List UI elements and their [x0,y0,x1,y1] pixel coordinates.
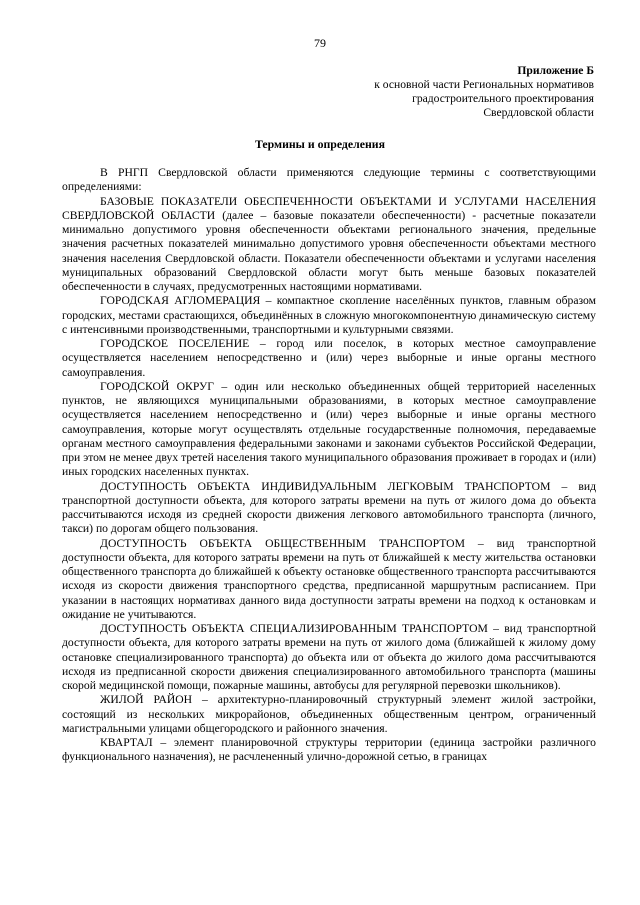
definition-term: ДОСТУПНОСТЬ ОБЪЕКТА СПЕЦИАЛИЗИРОВАННЫМ ТРАНСПОРТОМ [100,622,488,635]
definition-text: – город или поселок, в которых местное самоуправление осуществляется населением непосредственно и (или) через выборные и иные органы местного самоуправления. [62,337,597,379]
definition-paragraph [62,736,596,765]
definition-text: – вид транспортной доступности объекта, для которого затраты времени на путь от ближайшей к месту жительства остановки общественного транспорта до ближайшей к объекту остановке общественного транспорта рассчитываются исходя из скорости движения транспортного средства, предписанной маршрутным расписанием. При указании в настоящих нормативах данного вида доступности затраты времени на подход к остановкам и ожидание не учитываются. [62,536,596,621]
definition-text: – элемент планировочной структуры территории (единица застройки различного функционального назначения), не расчлененный улично-дорожной сетью, в границах [62,736,596,764]
appendix-header [374,64,594,120]
definition-text: (далее – базовые показатели обеспеченности) - расчетные показатели минимально допустимого уровня обеспеченности объектами регионального значения, предельные значения расчетных показателей минимально допустимого уровня обеспеченности объектами местного значения населения Свердловской области. Показатели обеспеченности объектами и услугами населения муниципальных образований Свердловской области могут быть меньше базовых показателей обеспеченности в случаях, предусмотренных настоящими нормативами. [62,208,596,293]
definition-paragraph [62,380,596,480]
definitions-body [62,166,596,765]
definition-term: КВАРТАЛ [100,736,153,749]
appendix-line: градостроительного проектирования [412,92,594,105]
definition-text: – архитектурно-планировочный структурный элемент жилой застройки, состоящий из нескольких микрорайонов, объединенных общественным центром, ограниченный магистральными улицами общегородского и районного значения. [62,693,596,735]
paragraph-text: В РНГП Свердловской области применяются следующие термины с соответствующими определениями: [62,166,596,194]
definition-text: – компактное скопление населённых пунктов, главным образом городских, местами срастающихся, объединённых в сложную многокомпонентную динамическую систему с интенсивными производственными, транспортными и культурными связями. [62,294,597,336]
appendix-title: Приложение Б [517,64,594,77]
definition-paragraph [62,195,596,295]
definition-text: – вид транспортной доступности объекта, для которого затраты времени на путь от жилого дома (ближайшей к жилому дому остановке специализированного транспорта) до объекта или от объекта до жилого дома рассчитываются исходя из предписанной скорости движения специализированного автомобильного транспорта (машины скорой медицинской помощи, пожарные машины, автобусы для регулярной перевозки школьников). [62,622,596,692]
definition-term: ЖИЛОЙ РАЙОН [100,693,193,707]
definition-paragraph [62,337,596,380]
definition-term: ДОСТУПНОСТЬ ОБЪЕКТА ИНДИВИДУАЛЬНЫМ ЛЕГКОВЫМ ТРАНСПОРТОМ [100,479,551,493]
definition-paragraph [62,537,596,623]
definition-term: ГОРОДСКОЕ ПОСЕЛЕНИЕ [100,337,250,350]
definition-term: ГОРОДСКОЙ ОКРУГ [100,379,214,393]
appendix-line: Свердловской области [483,106,594,119]
definition-paragraph [62,294,596,337]
definition-term: ГОРОДСКАЯ АГЛОМЕРАЦИЯ [100,294,261,308]
definition-term: БАЗОВЫЕ ПОКАЗАТЕЛИ ОБЕСПЕЧЕННОСТИ ОБЪЕКТАМИ И УСЛУГАМИ НАСЕЛЕНИЯ СВЕРДЛОВСКОЙ ОБЛАСТИ [62,194,596,222]
appendix-line: к основной части Региональных нормативов [374,78,594,91]
definition-term: ДОСТУПНОСТЬ ОБЪЕКТА ОБЩЕСТВЕННЫМ ТРАНСПОРТОМ [100,536,465,550]
definition-text: – вид транспортной доступности объекта, для которого затраты времени на путь от жилого дома до объекта рассчитываются исходя из средней скорости движения легкового автомобильного транспорта (личного, такси) по дорогам общего пользования. [62,479,596,536]
page-number: 79 [314,36,326,50]
definition-paragraph [62,622,596,693]
paragraph-intro [62,166,596,195]
definition-paragraph [62,693,596,736]
definition-text: – один или несколько объединенных общей территорией населенных пунктов, не являющихся муниципальными образованиями, в которых местное самоуправление осуществляется населением непосредственно и (или) через выборные и иные органы местного самоуправления, которые могут осуществлять отдельные государственные полномочия, передаваемые органам местного самоуправления федеральными законами и законами субъектов Российской Федерации, при этом не менее двух третей населения такого муниципального образования проживает в городах и (или) иных городских населенных пунктах. [62,379,596,479]
section-heading: Термины и определения [255,137,385,151]
definition-paragraph [62,480,596,537]
